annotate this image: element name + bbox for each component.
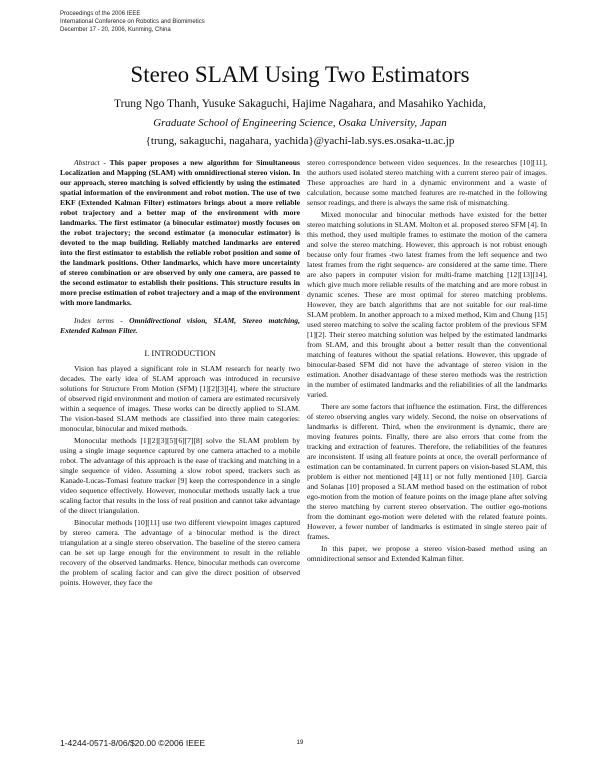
abstract-lead: Abstract - (74, 158, 107, 167)
abstract (60, 158, 300, 308)
conference-header (60, 10, 205, 34)
conference-line-1: Proceedings of the 2006 IEEE (60, 11, 141, 17)
index-terms-text: Omnidirectional vision, SLAM, Stereo matching, Extended Kalman Filter. (60, 316, 300, 335)
paper-title: Stereo SLAM Using Two Estimators (130, 62, 470, 87)
conference-line-3: December 17 - 20, 2006, Kunming, China (60, 27, 171, 33)
right-paragraph: There are some factors that influence the estimation. First, the differences of stereo observing angles vary widely. Second, the noise on observations of landmarks is different. Third, when the environment is dynamic, there are moving features points. Finally, there are also errors that come from the tracking and extraction of features. Therefore, the reliabilities of the features are inconsistent. If using all feature points at once, the overall performance of estimation can be contaminated. In current papers on vision-based SLAM, this problem is either not mentioned [4][11] or not fully mentioned [10]. Garcia and Solanas [10] proposed a SLAM method based on the estimation of robot ego-motion from the motion of feature points on the image plane after solving the stereo matching by current stereo observation. The outlier ego-motions from the dominant ego-motion were deleted with the related feature points. However, a fewer number of landmarks is estimated in single stereo pair of frames. (307, 402, 547, 541)
index-terms-lead: Index terms - (74, 316, 123, 325)
conference-line-2: International Conference on Robotics and Biomimetics (60, 19, 205, 25)
index-terms (60, 316, 300, 336)
right-paragraph: Mixed monocular and binocular methods have existed for the better stereo matching solutions in SLAM. Molton et al. proposed stereo SFM [4]. In this method, they used multiple frames to estimate the motion of the camera and solve the stereo matching. However, this approach is not robust enough because only four frames -two latest frames from the left sequence and two latest frames from the right sequence- are considered at the same time. There are also papers in computer vision for multi-frame matching [12][13][14], which give much more reliable results of the matching and are more robust in dynamic scenes. These are most optimal for stereo matching problems. However, they are batch algorithms that are not suitable for our real-time SLAM problem. In another approach to a mixed method, Kim and Chung [15] used stereo matching to solve the scaling factor problem of the previous SFM [1][2]. Their stereo matching solution was helped by the estimated landmarks from SLAM, and this brought about a better result than the conventional matching of features without the spatial relations. However, this upgrade of binocular-based SFM did not have the advantage of stereo vision in the estimation. Another disadvantage of these stereo methods was the restriction in the number of estimated landmarks and the reliabilities of all the landmarks varied. (307, 210, 547, 399)
affiliation: Graduate School of Engineering Science, Osaka University, Japan (153, 117, 447, 129)
author-email: {trung, sakaguchi, nagahara, yachida}@yachi-lab.sys.es.osaka-u.ac.jp (145, 135, 455, 147)
left-paragraph: Binocular methods [10][11] use two different viewpoint images captured by stereo camera. The advantage of a binocular method is the direct triangulation at a single stereo observation. The baseline of the stereo camera can be set up large enough for the environment to result in the reliable recovery of the observed landmarks. Hence, binocular methods can overcome the problem of scaling factor and can give the direct position of observed points. However, they face the (60, 518, 300, 587)
right-column (307, 158, 547, 566)
section-heading: I. INTRODUCTION (144, 348, 216, 358)
author-list: Trung Ngo Thanh, Yusuke Sakaguchi, Hajime Nagahara, and Masahiko Yachida, (114, 98, 486, 110)
page-number: 19 (296, 740, 304, 746)
copyright-line: 1-4244-0571-8/06/$20.00 ©2006 IEEE (60, 738, 206, 748)
left-paragraph: Vision has played a significant role in SLAM research for nearly two decades. The early idea of SLAM approach was introduced in recursive solutions for Structure From Motion (SFM) [1][2][3][4], where the structure of observed rigid environment and motion of camera are estimated recursively within a sequence of images. These works can be directly applied to SLAM. The vision-based SLAM methods are classified into three main categories: monocular, binocular and mixed methods. (60, 364, 300, 433)
abstract-text: This paper proposes a new algorithm for Simultaneous Localization and Mapping (SLAM) with omnidirectional stereo vision. In our approach, stereo matching is solved efficiently by using the estimated spatial information of the environment and robot motion. The use of two EKF (Extended Kalman Filter) estimators brings about a more reliable robot trajectory and a better map of the environment with more landmarks. The first estimator (a binocular estimator) mostly focuses on the robot trajectory; the second estimator (a monocular estimator) is devoted to the map building. Reliably matched landmarks are entered into the first estimator to establish the reliable robot position and some of the landmark positions. Other landmarks, which have more uncertainty of stereo combination or are observed by only one camera, are passed to the second estimator to establish their positions. This structure results in more precise estimation of robot trajectory and a map of the environment with more landmarks. (60, 158, 300, 307)
left-column (60, 158, 300, 590)
left-paragraph: Monocular methods [1][2][3][5][6][7][8] solve the SLAM problem by using a single image sequence captured by one camera attached to a mobile robot. The advantage of this approach is the ease of tracking and matching in a single sequence of video. Assuming a slow robot speed, trackers such as Kanade-Lucas-Tomasi feature tracker [9] keep the correspondence in a single video sequence effectively. However, monocular methods usually lack a true scaling factor that results in the loss of real position and cannot take advantage of the direct triangulation. (60, 436, 300, 515)
right-paragraph: stereo correspondence between video sequences. In the researches [10][11], the authors used isolated stereo matching with a current stereo pair of images. These approaches are hard in a dynamic environment and a waste of calculation, because some matched features are re-matched in the following sensor readings, and there is always the same risk of mismatching. (307, 158, 547, 207)
right-paragraph: In this paper, we propose a stereo vision-based method using an omnidirectional sensor and Extended Kalman filter. (307, 544, 547, 563)
